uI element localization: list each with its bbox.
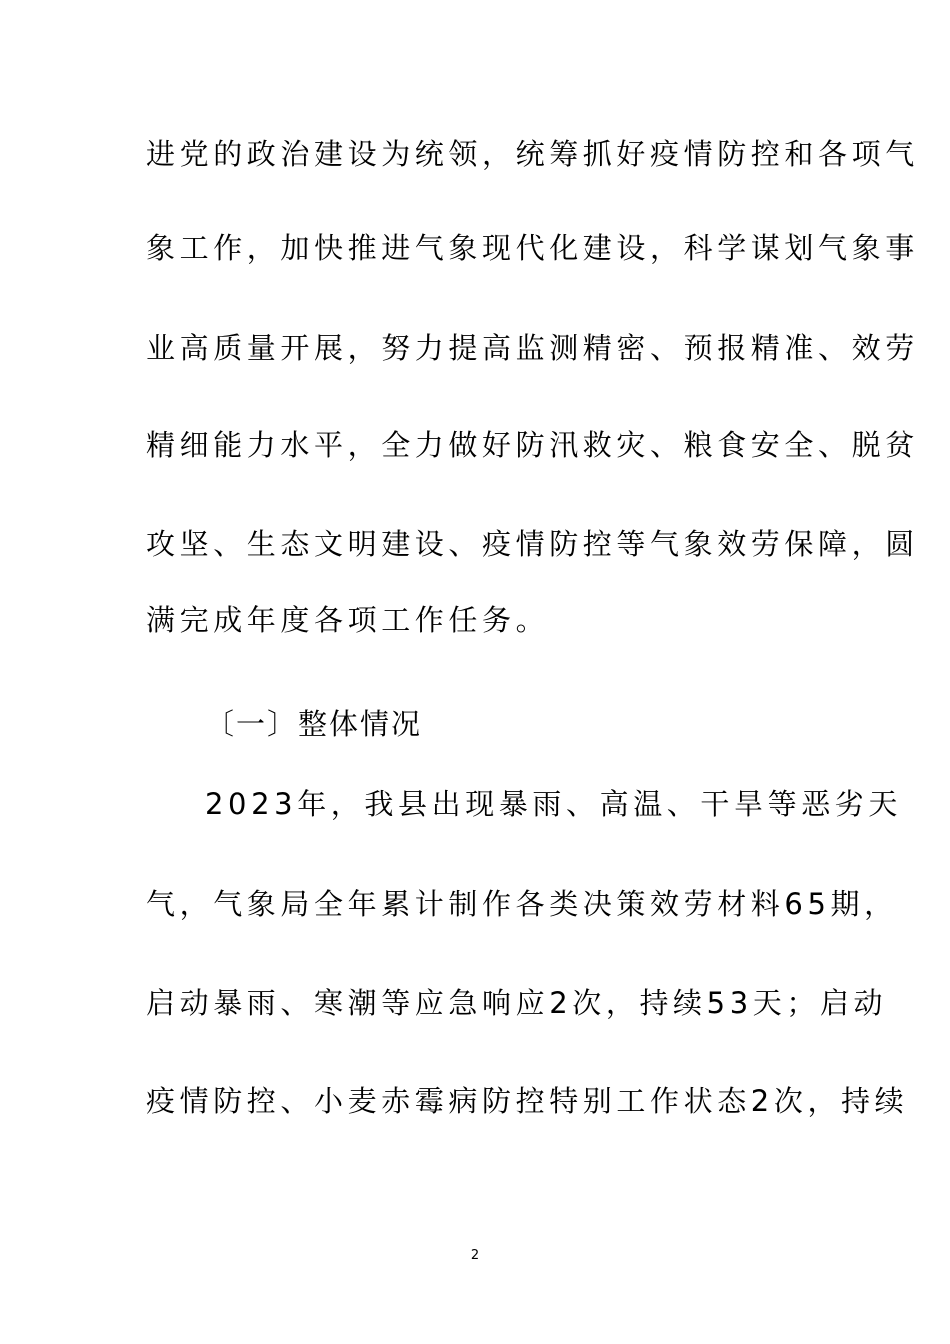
- paragraph-line-5: 攻坚、生态文明建设、疫情防控等气象效劳保障，圆: [146, 527, 919, 561]
- page-number: 2: [470, 1248, 480, 1263]
- paragraph-line-3: 业高质量开展，努力提高监测精密、预报精准、效劳: [146, 331, 919, 365]
- paragraph-line-2: 象工作，加快推进气象现代化建设，科学谋划气象事: [146, 231, 919, 265]
- paragraph2-line-3: 启动暴雨、寒潮等应急响应2次，持续53天；启动: [146, 986, 888, 1020]
- paragraph2-line-4: 疫情防控、小麦赤霉病防控特别工作状态2次，持续: [146, 1084, 909, 1118]
- paragraph2-line-1: 2023年，我县出现暴雨、高温、干旱等恶劣天: [205, 787, 903, 821]
- paragraph-line-6: 满完成年度各项工作任务。: [146, 603, 550, 637]
- section-heading: 〔一〕整体情况: [205, 707, 423, 741]
- paragraph-line-4: 精细能力水平，全力做好防汛救灾、粮食安全、脱贫: [146, 428, 919, 462]
- paragraph-line-1: 进党的政治建设为统领，统筹抓好疫情防控和各项气: [146, 137, 919, 171]
- paragraph2-line-2: 气，气象局全年累计制作各类决策效劳材料65期，: [146, 887, 898, 921]
